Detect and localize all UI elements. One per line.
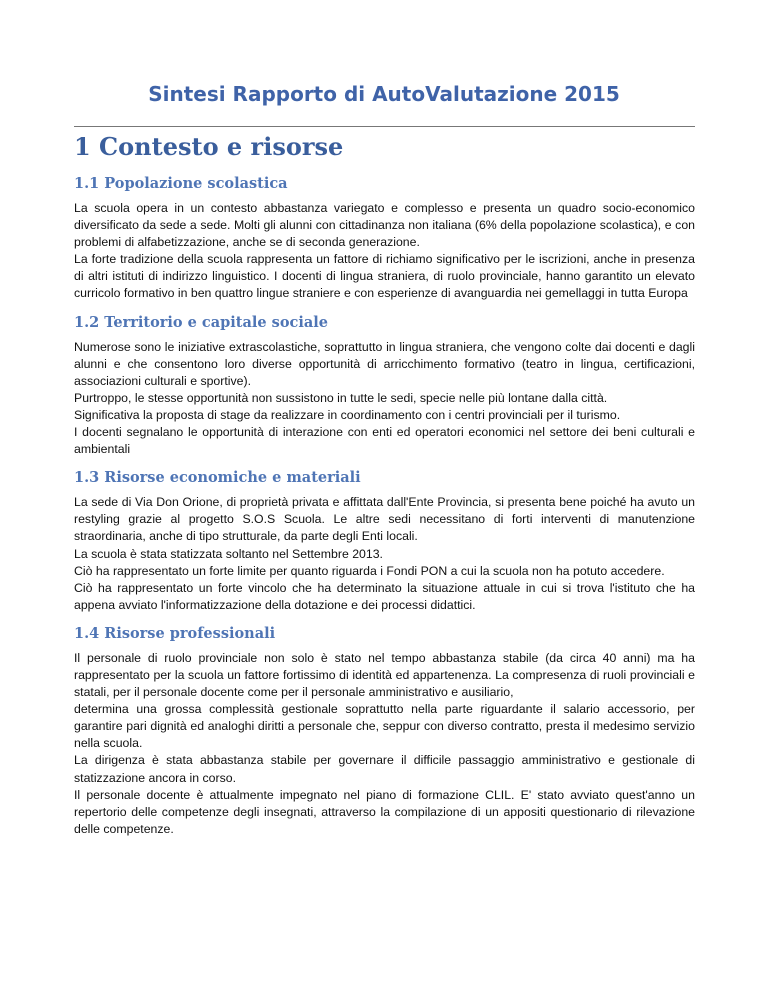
paragraph: La scuola è stata statizzata soltanto nel Settembre 2013. (74, 546, 383, 561)
document-title: Sintesi Rapporto di AutoValutazione 2015 (148, 82, 620, 106)
title-divider (74, 126, 695, 127)
paragraph: Significativa la proposta di stage da realizzare in coordinamento con i centri provinciali per il turismo. (74, 407, 621, 422)
paragraph: Ciò ha rappresentato un forte limite per quanto riguarda i Fondi PON a cui la scuola non ha potuto accedere. (74, 563, 665, 578)
paragraph: La sede di Via Don Orione, di proprietà privata e affittata dall'Ente Provincia, si presenta bene poiché ha avuto un restyling grazie al progetto S.O.S Scuola. Le altre sedi necessitano di forti interventi di manutenzione straordinaria, anche di tipo strutturale, da parte degli Enti locali. (74, 495, 695, 544)
document-body (74, 130, 695, 838)
section-heading: 1.1 Popolazione scolastica (74, 175, 288, 192)
paragraph: Purtroppo, le stesse opportunità non sussistono in tutte le sedi, specie nelle più lontane dalla città. (74, 390, 608, 405)
section-heading: 1.3 Risorse economiche e materiali (74, 469, 361, 487)
paragraph: Il personale docente è attualmente impegnato nel piano di formazione CLIL. E' stato avviato quest'anno un repertorio delle competenze degli insegnati, attraverso la compilazione di un appositi questionario di rilevazione delle competenze. (74, 787, 695, 836)
chapter-title: 1 Contesto e risorse (74, 132, 344, 161)
paragraph: La scuola opera in un contesto abbastanza variegato e complesso e presenta un quadro socio-economico diversificato da sede a sede. Molti gli alunni con cittadinanza non italiana (6% della popolazione scolastica), e con problemi di alfabetizzazione, anche se di seconda generazione. (74, 201, 695, 250)
paragraph: Numerose sono le iniziative extrascolastiche, soprattutto in lingua straniera, che vengono colte dai docenti e dagli alunni e che consentono loro diverse opportunità di arricchimento formativo (teatro in lingua, certificazioni, associazioni culturali e sportive). (74, 339, 695, 388)
paragraph: Il personale di ruolo provinciale non solo è stato nel tempo abbastanza stabile (da circa 40 anni) ma ha rappresentato per la scuola un fattore fortissimo di identità ed appartenenza. La compresenza di ruoli provinciali e statali, per il personale docente come per il personale amministrativo e ausiliario, (74, 650, 695, 700)
section-territorio-capitale-sociale (74, 313, 695, 459)
paragraph: La forte tradizione della scuola rappresenta un fattore di richiamo significativo per le iscrizioni, anche in presenza di altri istituti di indirizzo linguistico. I docenti di lingua straniera, di ruolo provinciale, hanno garantito un elevato curricolo formativo in ben quattro lingue straniere e con esperienze di avanguardia nei gemellaggi in tutta Europa (74, 252, 695, 301)
paragraph: I docenti segnalano le opportunità di interazione con enti ed operatori economici nel settore dei beni culturali e ambientali (74, 425, 695, 457)
section-heading: 1.2 Territorio e capitale sociale (74, 313, 328, 331)
section-heading: 1.4 Risorse professionali (74, 624, 276, 642)
section-risorse-economiche-materiali (74, 468, 695, 614)
paragraph: Ciò ha rappresentato un forte vincolo che ha determinato la situazione attuale in cui si trova l'istituto che ha appena avviato l'informatizzazione della dotazione e dei processi didattici. (74, 580, 695, 612)
paragraph: La dirigenza è stata abbastanza stabile per governare il difficile passaggio amministrativo e gestionale di statizzazione ancora in corso. (74, 753, 695, 785)
section-risorse-professionali (74, 624, 695, 838)
paragraph: determina una grossa complessità gestionale soprattutto nella parte riguardante il salario accessorio, per garantire pari dignità ed analoghi diritti a personale che, seppur con diverso contratto, presta il medesimo servizio nella scuola. (74, 702, 695, 751)
section-popolazione-scolastica (74, 174, 695, 303)
